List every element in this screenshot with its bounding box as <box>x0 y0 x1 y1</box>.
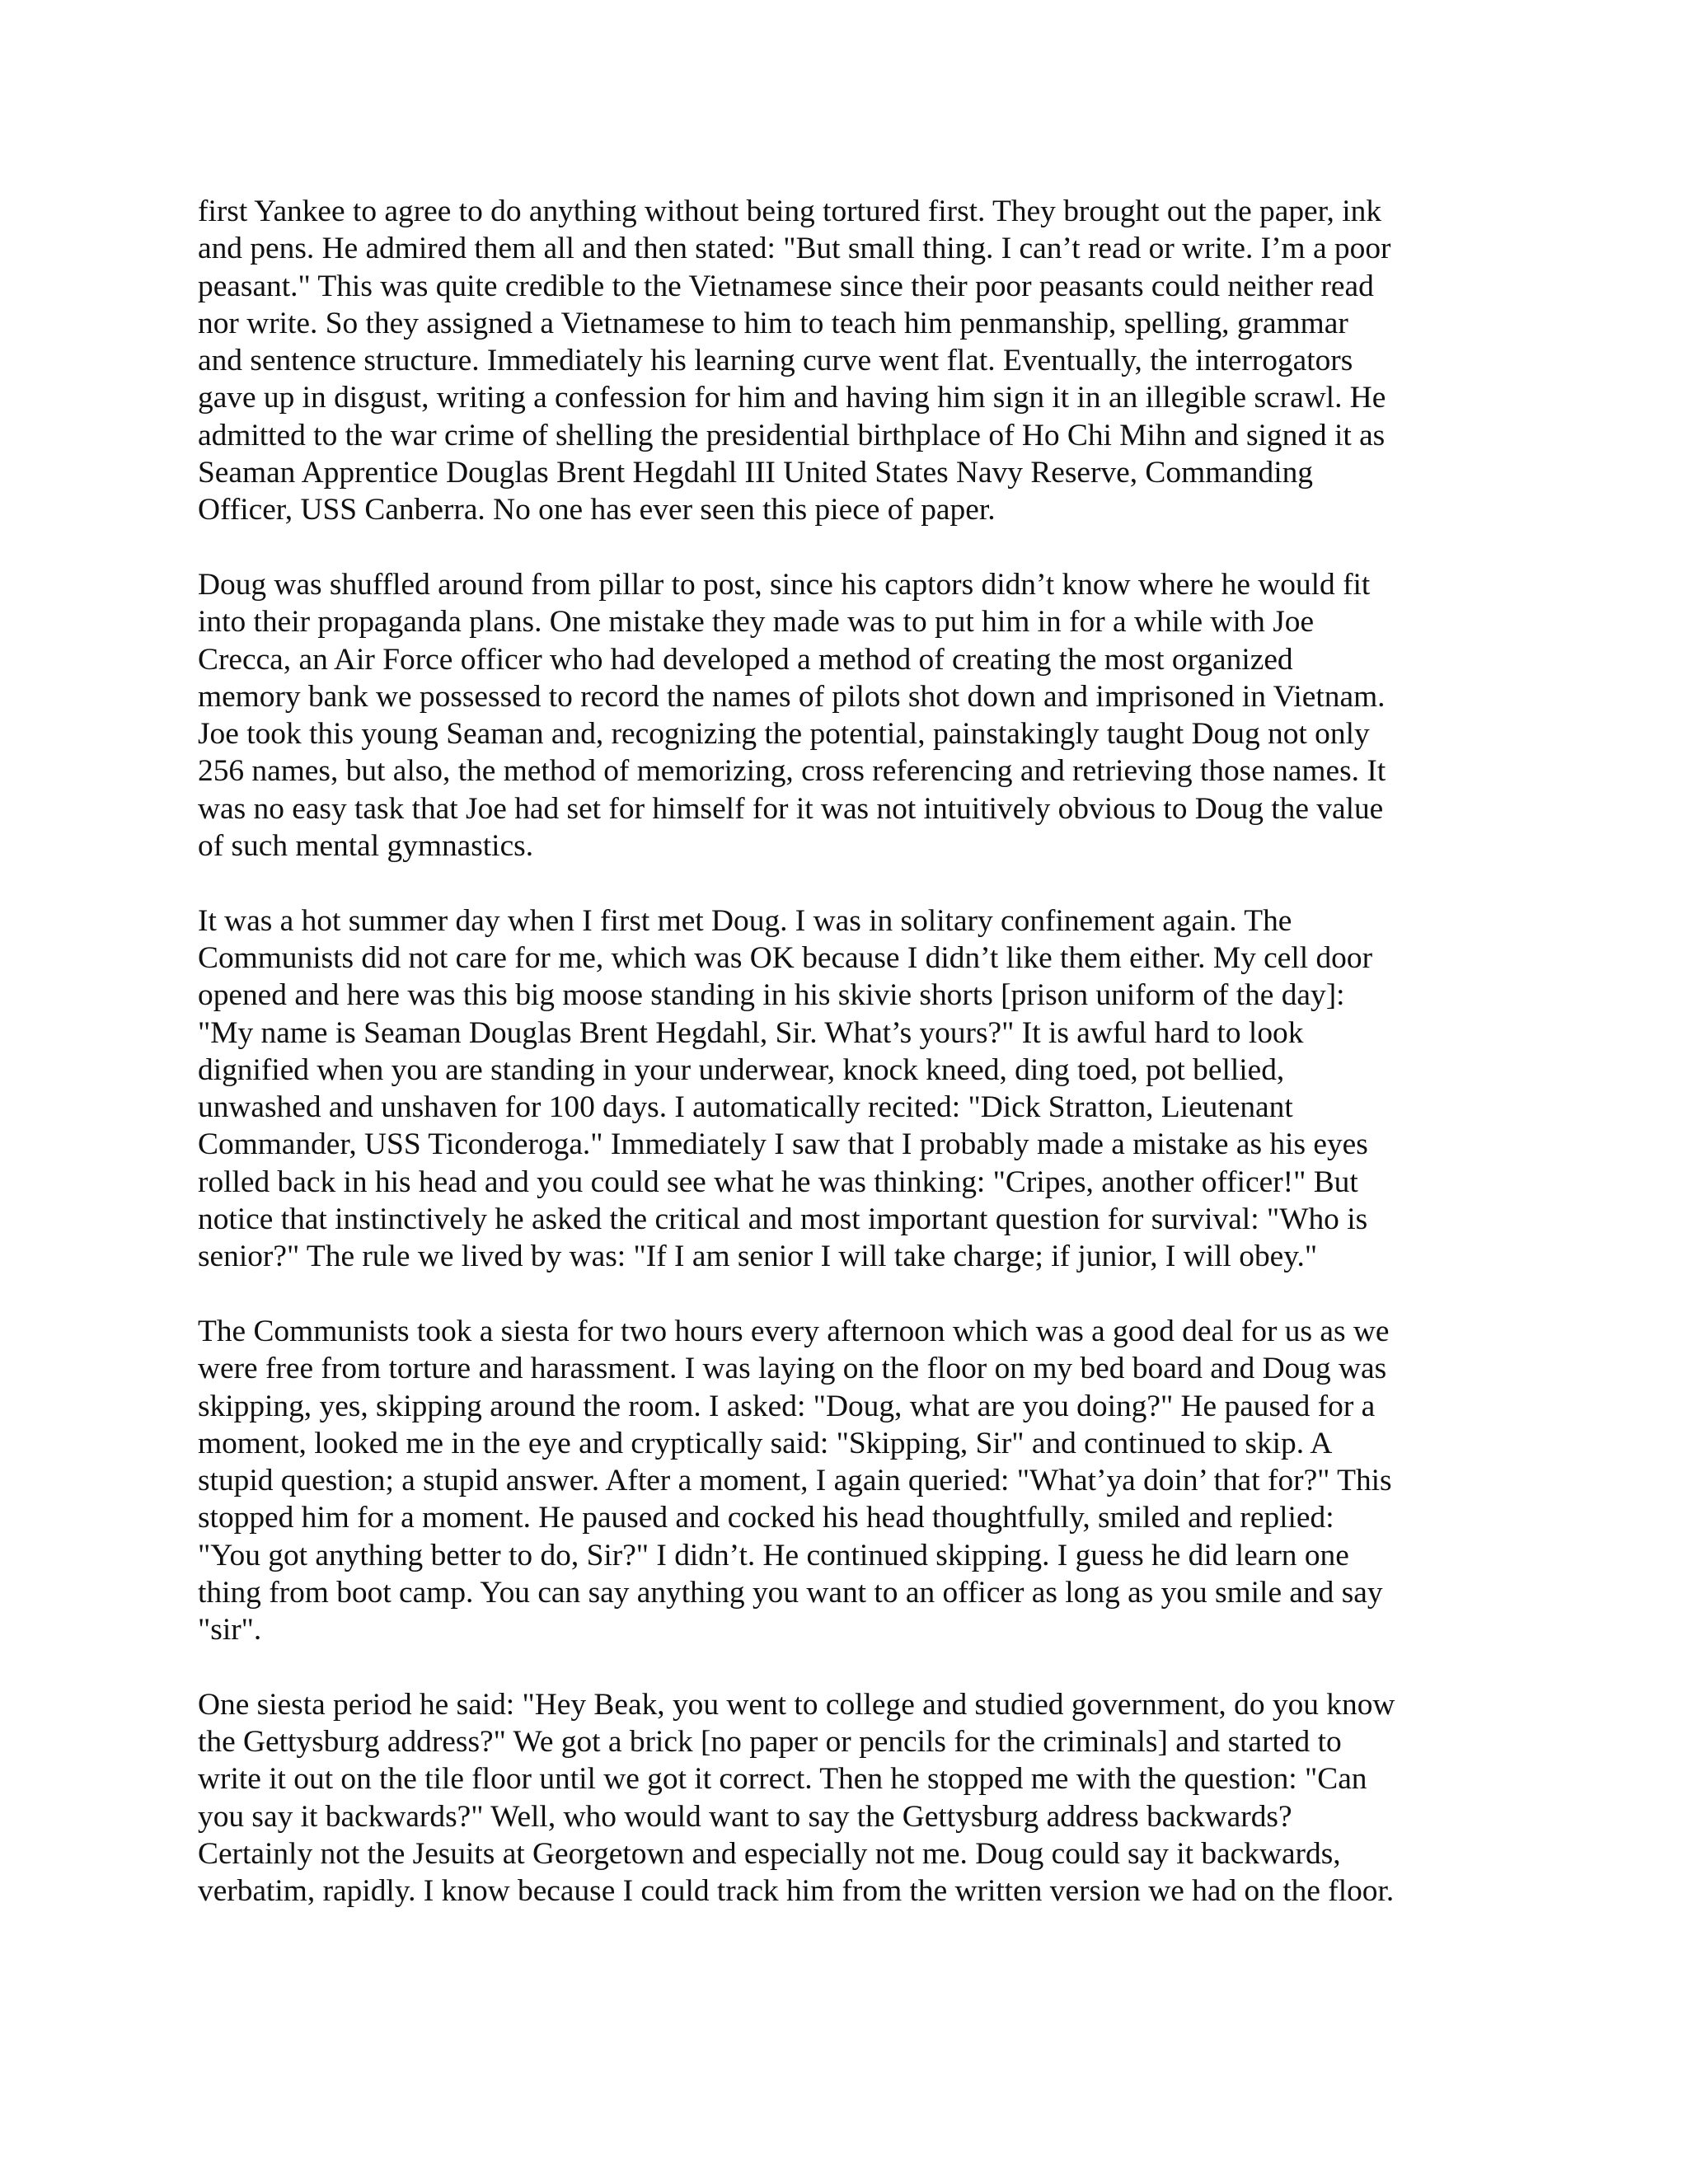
text-line: stupid question; a stupid answer. After a moment, I again queried: "What’ya doin’ that for?" This <box>198 1464 1392 1498</box>
text-line: Commander, USS Ticonderoga." Immediately I saw that I probably made a mistake as his eyes <box>198 1127 1368 1162</box>
text-line: Officer, USS Canberra. No one has ever seen this piece of paper. <box>198 493 996 527</box>
text-line: unwashed and unshaven for 100 days. I automatically recited: "Dick Stratton, Lieutenant <box>198 1090 1293 1125</box>
paragraph <box>198 193 1500 529</box>
text-line: senior?" The rule we lived by was: "If I am senior I will take charge; if junior, I will obey." <box>198 1240 1318 1274</box>
paragraph <box>198 902 1500 1276</box>
paragraph <box>198 1313 1500 1649</box>
text-line: opened and here was this big moose standing in his skivie shorts [prison uniform of the day]: <box>198 978 1345 1013</box>
text-line: Certainly not the Jesuits at Georgetown and especially not me. Doug could say it backwards, <box>198 1837 1341 1872</box>
text-line: One siesta period he said: "Hey Beak, you went to college and studied government, do you know <box>198 1687 1395 1722</box>
text-line: stopped him for a moment. He paused and cocked his head thoughtfully, smiled and replied: <box>198 1501 1334 1535</box>
body-text <box>198 193 1500 1910</box>
text-line: and sentence structure. Immediately his learning curve went flat. Eventually, the interrogators <box>198 344 1353 378</box>
text-line: dignified when you are standing in your underwear, knock kneed, ding toed, pot bellied, <box>198 1052 1285 1087</box>
text-line: moment, looked me in the eye and cryptically said: "Skipping, Sir" and continued to skip. A <box>198 1426 1333 1460</box>
text-line: peasant." This was quite credible to the Vietnamese since their poor peasants could neither read <box>198 269 1374 303</box>
text-line: verbatim, rapidly. I know because I could track him from the written version we had on the floor. <box>198 1874 1395 1909</box>
text-line: "You got anything better to do, Sir?" I didn’t. He continued skipping. I guess he did learn one <box>198 1538 1349 1572</box>
text-line: was no easy task that Joe had set for himself for it was not intuitively obvious to Doug the value <box>198 791 1384 826</box>
text-line: admitted to the war crime of shelling the presidential birthplace of Ho Chi Mihn and signed it as <box>198 418 1386 452</box>
text-line: Joe took this young Seaman and, recognizing the potential, painstakingly taught Doug not only <box>198 717 1370 752</box>
text-line: The Communists took a siesta for two hours every afternoon which was a good deal for us as we <box>198 1314 1390 1348</box>
text-line: notice that instinctively he asked the critical and most important question for survival: "Who is <box>198 1202 1368 1237</box>
text-line: and pens. He admired them all and then stated: "But small thing. I can’t read or write. I’m a poor <box>198 232 1391 266</box>
text-line: of such mental gymnastics. <box>198 829 534 864</box>
text-line: thing from boot camp. You can say anything you want to an officer as long as you smile and say <box>198 1575 1383 1610</box>
text-line: write it out on the tile floor until we got it correct. Then he stopped me with the question: "Can <box>198 1762 1367 1797</box>
text-line: into their propaganda plans. One mistake they made was to put him in for a while with Joe <box>198 605 1315 640</box>
text-line: nor write. So they assigned a Vietnamese to him to teach him penmanship, spelling, grammar <box>198 306 1348 340</box>
text-line: were free from torture and harassment. I was laying on the floor on my bed board and Doug was <box>198 1352 1387 1386</box>
text-line: It was a hot summer day when I first met Doug. I was in solitary confinement again. The <box>198 903 1292 938</box>
text-line: memory bank we possessed to record the names of pilots shot down and imprisoned in Vietnam. <box>198 679 1386 714</box>
text-line: Doug was shuffled around from pillar to post, since his captors didn’t know where he would fit <box>198 567 1371 602</box>
text-line: the Gettysburg address?" We got a brick [no paper or pencils for the criminals] and started to <box>198 1725 1342 1760</box>
text-line: rolled back in his head and you could see what he was thinking: "Cripes, another officer!" But <box>198 1165 1358 1199</box>
text-line: skipping, yes, skipping around the room. I asked: "Doug, what are you doing?" He paused for a <box>198 1389 1376 1423</box>
text-line: "sir". <box>198 1613 262 1647</box>
text-line: 256 names, but also, the method of memorizing, cross referencing and retrieving those names. It <box>198 754 1386 789</box>
text-line: gave up in disgust, writing a confession for him and having him sign it in an illegible scrawl. He <box>198 381 1386 415</box>
paragraph <box>198 1686 1500 1910</box>
text-line: you say it backwards?" Well, who would want to say the Gettysburg address backwards? <box>198 1799 1292 1834</box>
text-line: Communists did not care for me, which was OK because I didn’t like them either. My cell door <box>198 940 1373 975</box>
text-line: Crecca, an Air Force officer who had developed a method of creating the most organized <box>198 642 1293 677</box>
text-line: first Yankee to agree to do anything without being tortured first. They brought out the paper, ink <box>198 194 1382 228</box>
text-line: "My name is Seaman Douglas Brent Hegdahl, Sir. What’s yours?" It is awful hard to look <box>198 1015 1304 1050</box>
paragraph <box>198 566 1500 865</box>
text-line: Seaman Apprentice Douglas Brent Hegdahl III United States Navy Reserve, Commanding <box>198 456 1313 490</box>
